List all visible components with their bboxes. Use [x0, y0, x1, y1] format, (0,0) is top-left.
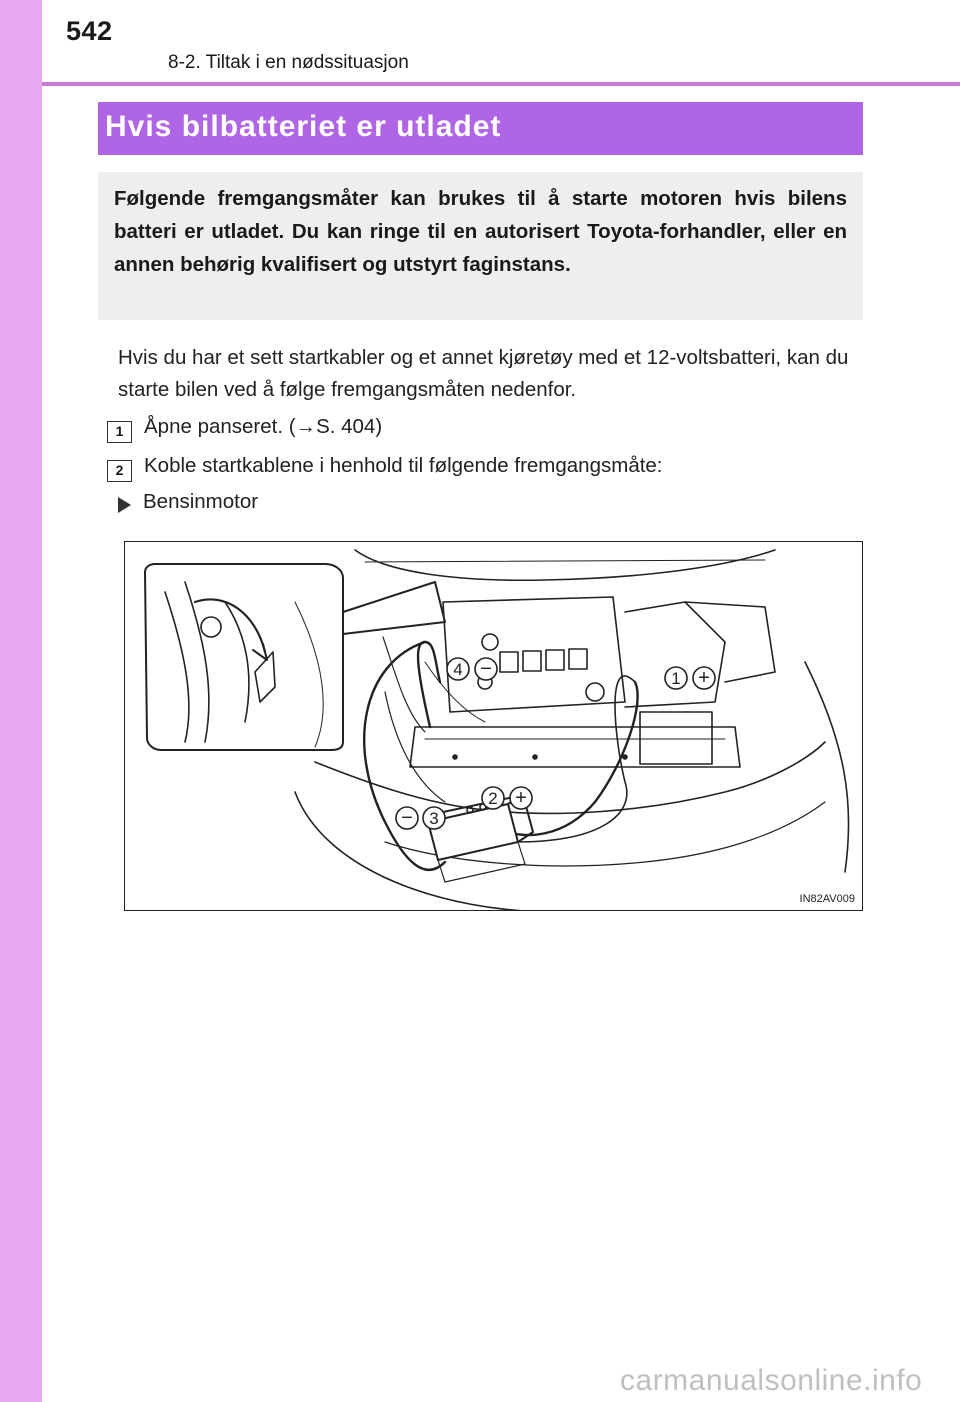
title-bar — [98, 102, 863, 155]
step-marker: 2 — [107, 460, 132, 482]
callout-number: 3 — [429, 809, 439, 828]
callout-layer — [125, 542, 863, 911]
callout-4 — [447, 658, 497, 680]
step-marker: 1 — [107, 421, 132, 443]
watermark: carmanualsonline.info — [620, 1364, 923, 1397]
callout-sign-minus: − — [401, 807, 413, 829]
header-rule — [42, 82, 960, 86]
triangle-bullet-icon — [118, 497, 131, 513]
page-number: 542 — [66, 16, 113, 46]
callout-sign-plus: + — [698, 667, 710, 689]
callout-sign-plus: + — [515, 787, 527, 809]
figure-code: IN82AV009 — [799, 893, 855, 905]
jump-start-figure — [124, 541, 863, 911]
page-title: Hvis bilbatteriet er utladet — [105, 110, 502, 143]
side-stripe — [0, 0, 42, 1402]
callout-2 — [482, 787, 532, 809]
step-text: Koble startkablene i henhold til følgende fremgangsmåte: — [144, 454, 663, 477]
step-text: Åpne panseret. (→S. 404) — [144, 415, 383, 438]
intro-box — [98, 172, 863, 320]
callout-sign-minus: − — [480, 658, 492, 680]
sub-item-label: Bensinmotor — [143, 490, 259, 513]
intro-text: Følgende fremgangsmåter kan brukes til å starte motoren hvis bilens batteri er utladet. Du kan ringe til en autorisert Toyota-forhandler, eller en annen behørig kvalifisert og utstyrt faginstans. — [114, 187, 847, 276]
callout-3 — [396, 807, 445, 829]
section-label: 8-2. Tiltak i en nødssituasjon — [168, 52, 409, 73]
callout-number: 4 — [453, 660, 463, 679]
callout-1 — [665, 667, 715, 689]
body-paragraph: Hvis du har et sett startkabler og et annet kjøretøy med et 12-voltsbatteri, kan du starte bilen ved å følge fremgangsmåten nedenfor. — [118, 346, 849, 401]
callout-number: 2 — [488, 789, 498, 808]
callout-number: 1 — [671, 669, 681, 688]
